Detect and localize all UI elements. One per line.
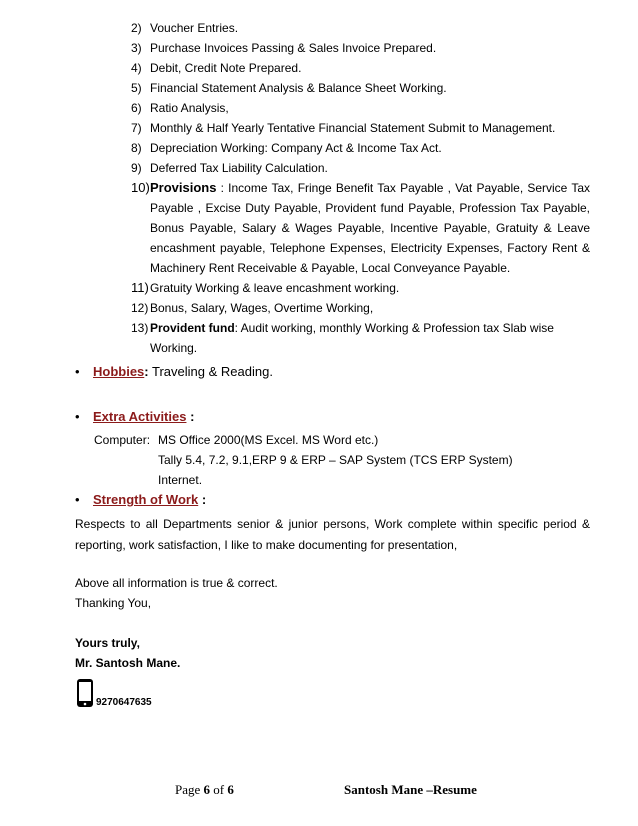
extra-activities-heading-row [75, 407, 194, 427]
strength-heading-row [75, 490, 206, 510]
duty-number: 10) [131, 180, 150, 195]
duty-text: Deferred Tax Liability Calculation. [150, 161, 328, 175]
duty-keyword: Provisions [150, 180, 217, 195]
duty-item-provisions [0, 178, 638, 278]
page-number [175, 782, 234, 798]
bullet-icon: • [75, 409, 80, 424]
bullet-icon: • [75, 492, 80, 507]
phone-number: 9270647635 [96, 697, 152, 708]
duty-text: Purchase Invoices Passing & Sales Invoice Prepared. [150, 41, 437, 55]
duty-number: 4) [131, 61, 142, 75]
duty-text: Financial Statement Analysis & Balance Sheet Working. [150, 81, 447, 95]
duty-item [0, 78, 638, 98]
hobbies-heading: Hobbies [93, 364, 145, 379]
duty-text: Depreciation Working: Company Act & Income Tax Act. [150, 141, 442, 155]
bullet-icon: • [75, 364, 80, 379]
duty-item-provident-fund [0, 318, 638, 358]
duty-number: 13) [131, 321, 149, 335]
duty-item [0, 138, 638, 158]
computer-skill-line: Internet. [158, 473, 203, 487]
mobile-phone-icon [76, 678, 94, 708]
strength-colon: : [198, 492, 207, 507]
hobbies-colon: : [144, 364, 149, 379]
strength-heading: Strength of Work [93, 492, 199, 507]
extra-activities-colon: : [186, 409, 195, 424]
duty-item [0, 38, 638, 58]
hobbies-text: Traveling & Reading. [148, 364, 273, 379]
extra-activities-heading: Extra Activities [93, 409, 187, 424]
duty-text: Monthly & Half Yearly Tentative Financial Statement Submit to Management. [150, 121, 556, 135]
strength-text: Respects to all Departments senior & junior persons, Work complete within specific period & reporting, work satisfaction, I like to make documenting for presentation, [75, 517, 590, 552]
duty-keyword: Provident fund [150, 321, 235, 335]
duty-number: 8) [131, 141, 142, 155]
hobbies-section [75, 362, 273, 382]
page-prefix: Page [175, 782, 204, 797]
duty-number: 3) [131, 41, 142, 55]
duty-text: Bonus, Salary, Wages, Overtime Working, [150, 301, 374, 315]
total-pages: 6 [227, 782, 234, 797]
duties-list [0, 18, 638, 358]
computer-skill-line: MS Office 2000(MS Excel. MS Word etc.) [158, 433, 379, 447]
current-page: 6 [203, 782, 211, 797]
duty-number: 7) [131, 121, 142, 135]
page-of: of [210, 782, 228, 797]
duty-number: 12) [131, 301, 149, 315]
duty-text: Debit, Credit Note Prepared. [150, 61, 302, 75]
duty-text: Ratio Analysis, [150, 101, 229, 115]
duty-item [0, 98, 638, 118]
duty-text: : Income Tax, Fringe Benefit Tax Payable , Vat Payable, Service Tax Payable , Excise Duty Payable, Provident fund Payable, Profession Tax Payable, Bonus Payable, Salary & Wages Payable, Incentive Payable, Gratuity & Leave encashment payable, Telephone Expenses, Electricity Expenses, Factory Rent & Machinery Rent Receivable & Payable, Local Conveyance Payable. [150, 181, 590, 275]
duty-item [0, 18, 638, 38]
duty-text: Gratuity Working & leave encashment working. [150, 281, 400, 295]
signature-name: Mr. Santosh Mane. [75, 656, 181, 670]
closing-statement: Above all information is true & correct. [75, 576, 278, 590]
computer-label: Computer: [94, 433, 151, 447]
signoff: Yours truly, [75, 636, 140, 650]
duty-item [0, 58, 638, 78]
duty-number: 9) [131, 161, 142, 175]
duty-number: 11) [131, 280, 149, 295]
duty-number: 6) [131, 101, 142, 115]
footer-title [344, 782, 477, 798]
computer-skill-line: Tally 5.4, 7.2, 9.1,ERP 9 & ERP – SAP System (TCS ERP System) [158, 453, 513, 467]
footer-title-text: Santosh Mane –Resume [344, 782, 477, 797]
duty-number: 2) [131, 21, 142, 35]
duty-text: : Audit working, monthly Working & Profession tax Slab wise Working. [150, 321, 554, 355]
duty-number: 5) [131, 81, 142, 95]
thanking-line: Thanking You, [75, 596, 152, 610]
duty-item [0, 158, 638, 178]
duty-item [0, 118, 638, 138]
duty-text: Voucher Entries. [150, 21, 239, 35]
duty-item [0, 278, 638, 298]
duty-item [0, 298, 638, 318]
